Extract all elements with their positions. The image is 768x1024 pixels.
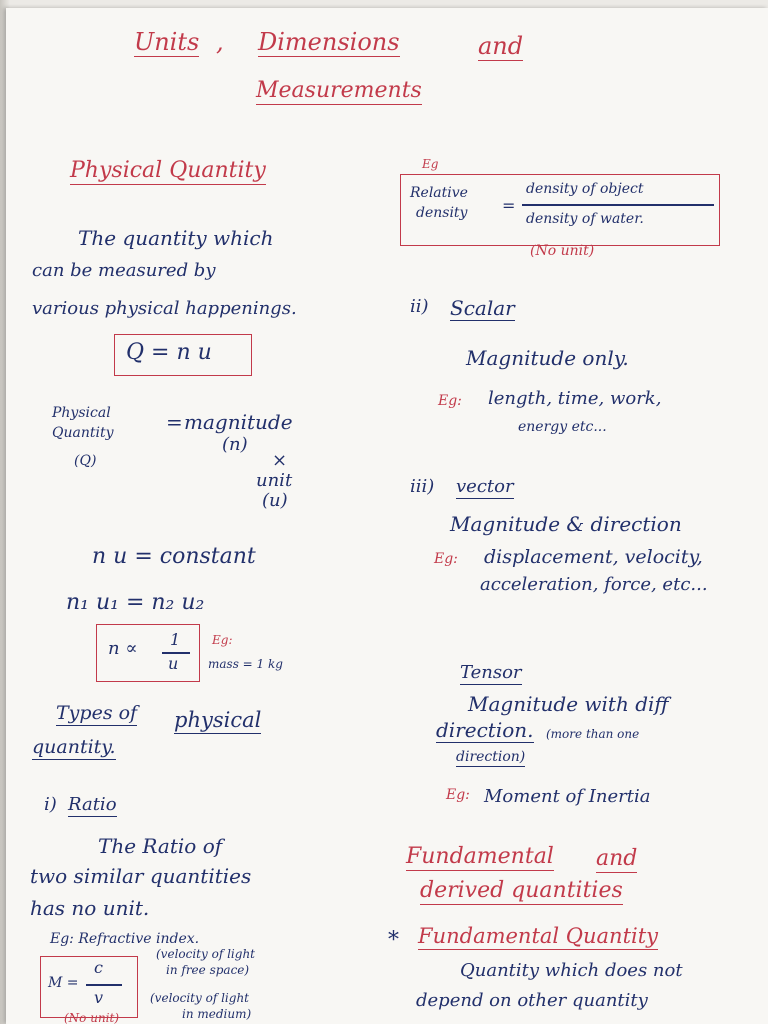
scalar-heading: Scalar <box>450 296 515 320</box>
rd-numerator: density of object <box>526 181 644 197</box>
nu-constant: n u = constant <box>92 544 256 569</box>
title-dimensions: Dimensions <box>258 28 400 56</box>
rd-label-1: Relative <box>410 185 468 201</box>
types-2: physical <box>174 708 262 732</box>
v-note-1: (velocity of light <box>150 991 249 1005</box>
tensor-def-2: direction. <box>436 718 534 742</box>
heading-physical-quantity: Physical Quantity <box>70 158 266 183</box>
tensor-heading: Tensor <box>460 662 522 683</box>
star-bullet: * <box>388 928 399 953</box>
vector-num: iii) <box>410 476 435 497</box>
formula-q-nu: Q = n u <box>126 340 212 365</box>
ratio-eg: Eg: Refractive index. <box>50 931 200 947</box>
title-comma: , <box>216 28 224 56</box>
mu-fraction-line <box>86 984 122 986</box>
ratio-def-2: two similar quantities <box>30 864 252 888</box>
proportion-denominator: u <box>168 654 179 673</box>
pq-u: (u) <box>262 490 288 511</box>
rd-eg: Eg <box>422 157 439 171</box>
proportion-mass: mass = 1 kg <box>208 657 283 671</box>
tensor-example: Moment of Inertia <box>484 786 651 807</box>
notebook-page <box>6 8 768 1024</box>
proportion-numerator: 1 <box>170 630 181 649</box>
fundamental-heading-and: and <box>596 846 638 871</box>
proportion-n: n ∝ <box>108 638 138 659</box>
pq-label-2: Quantity <box>52 425 114 441</box>
title-measurements: Measurements <box>256 78 422 103</box>
rd-no-unit: (No unit) <box>530 243 595 259</box>
scalar-examples-2: energy etc... <box>518 419 607 435</box>
fundamental-def-1: Quantity which does not <box>460 960 683 981</box>
fundamental-heading-2: derived quantities <box>420 878 623 903</box>
tensor-note: (more than one <box>546 727 640 741</box>
pq-unit: unit <box>256 470 293 491</box>
pq-label-3: (Q) <box>74 453 97 469</box>
vector-examples-1: displacement, velocity, <box>484 546 703 568</box>
vector-eg: Eg: <box>434 551 458 567</box>
pq-n: (n) <box>222 434 248 455</box>
rd-label-2: density <box>416 205 468 221</box>
scalar-examples-1: length, time, work, <box>488 388 662 409</box>
ratio-def-3: has no unit. <box>30 896 150 920</box>
mu-c: c <box>94 958 103 977</box>
pq-magnitude: magnitude <box>184 410 293 434</box>
c-note-2: in free space) <box>166 963 250 977</box>
tensor-def-3: direction) <box>456 749 526 765</box>
fundamental-heading-1: Fundamental <box>406 844 554 869</box>
rd-denominator: density of water. <box>526 211 644 227</box>
v-note-2: in medium) <box>182 1007 252 1021</box>
definition-line-1: The quantity which <box>78 226 274 250</box>
ratio-num: i) <box>44 794 57 815</box>
tensor-def-1: Magnitude with diff <box>468 692 669 716</box>
pq-times: × <box>272 450 288 471</box>
pq-label-1: Physical <box>52 405 111 421</box>
title-and: and <box>478 32 524 60</box>
title-units: Units <box>134 28 200 56</box>
vector-heading: vector <box>456 476 514 497</box>
pq-equals: = <box>166 410 183 434</box>
fundamental-quantity-heading: Fundamental Quantity <box>418 924 659 948</box>
rd-fraction-line <box>522 204 714 206</box>
mu-v: v <box>94 988 104 1007</box>
definition-line-2: can be measured by <box>32 260 216 281</box>
definition-line-3: various physical happenings. <box>32 298 297 319</box>
c-note-1: (velocity of light <box>156 947 255 961</box>
vector-examples-2: acceleration, force, etc... <box>480 574 708 595</box>
types-3: quantity. <box>32 736 116 758</box>
rd-equals: = <box>502 196 516 215</box>
mu-label: M = <box>48 975 79 991</box>
ratio-def-1: The Ratio of <box>98 834 223 858</box>
n1u1-n2u2: n₁ u₁ = n₂ u₂ <box>66 590 205 615</box>
scalar-eg: Eg: <box>438 393 462 409</box>
scalar-num: ii) <box>410 296 429 317</box>
tensor-eg: Eg: <box>446 787 470 803</box>
fundamental-def-2: depend on other quantity <box>416 990 648 1011</box>
ratio-heading: Ratio <box>68 794 117 815</box>
scalar-definition: Magnitude only. <box>466 346 629 370</box>
types-1: Types of <box>56 702 138 724</box>
vector-definition: Magnitude & direction <box>450 512 682 536</box>
ratio-no-unit: (No unit) <box>64 1011 120 1024</box>
proportion-eg: Eg: <box>212 633 233 647</box>
